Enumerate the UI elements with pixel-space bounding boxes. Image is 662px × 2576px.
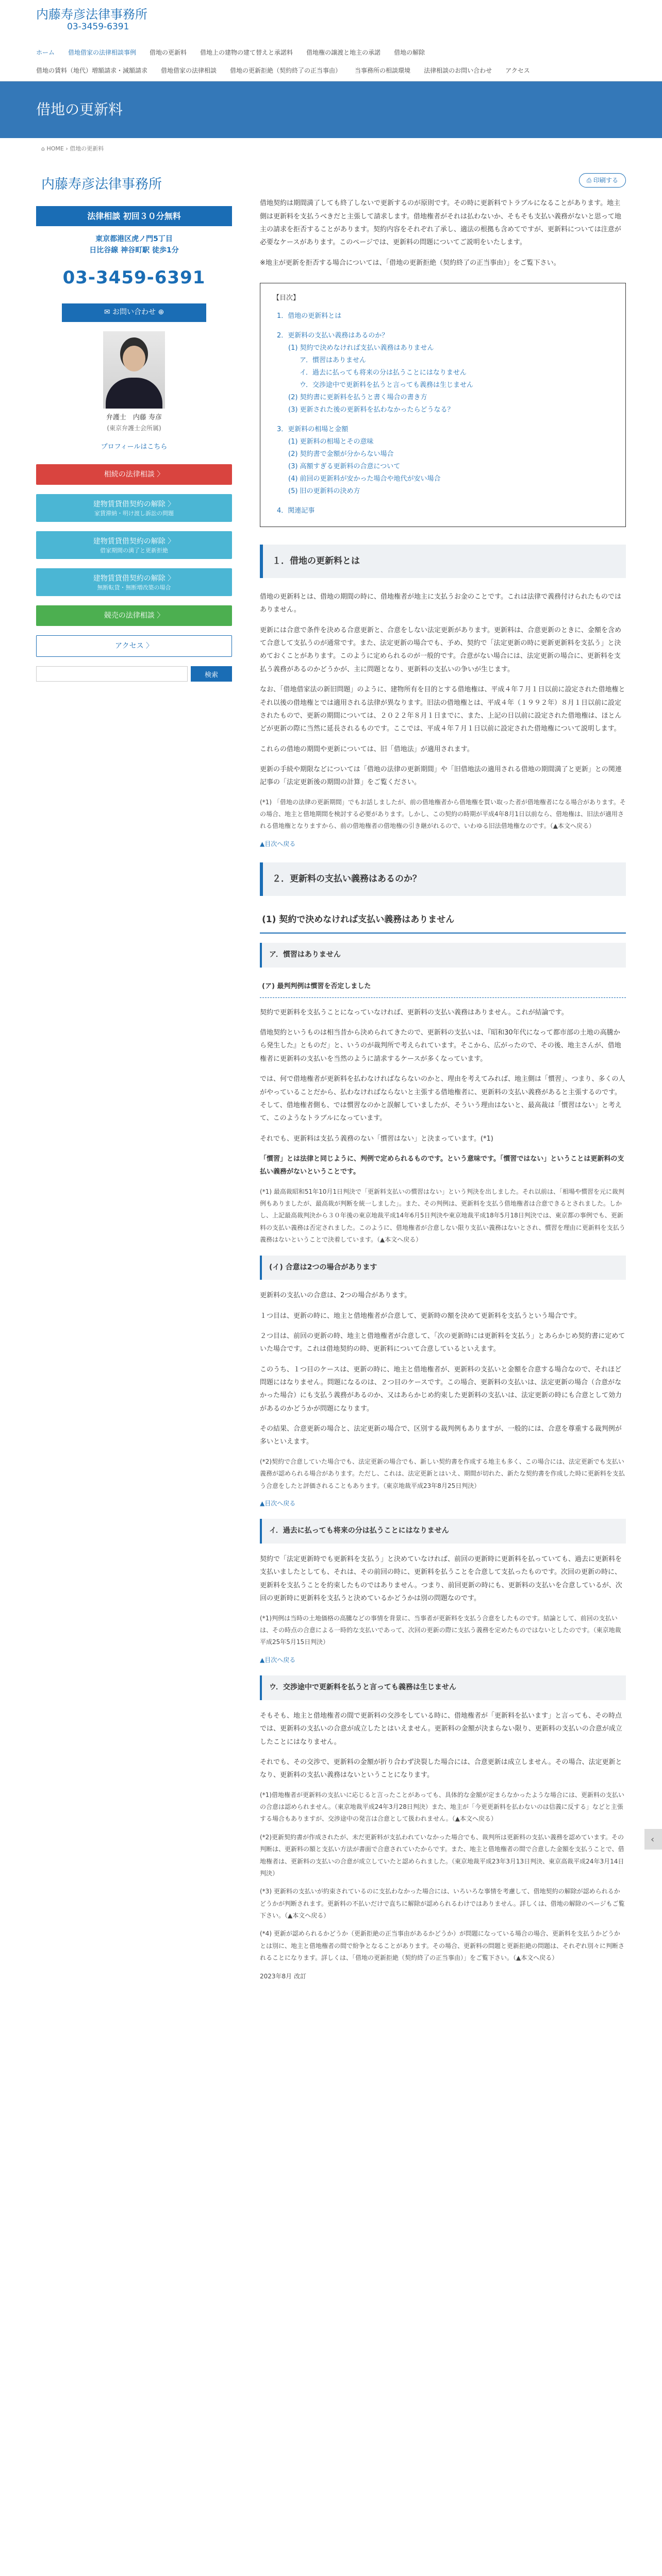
toc-spacer <box>273 323 613 330</box>
toc-item[interactable]: (1) 契約で決めなければ支払い義務はありません <box>288 344 434 352</box>
footnote: (*2)契約で合意していた場合でも、法定更新の場合でも、新しい契約書を作成する地主も多く、この場合には、法定更新でも支払い義務が認められる場合があります。ただし、これは、法定更新とはいえ、期間が切れた、新たな契約書を作成した時に更新料を支払う合意をしたと評価されることもあります。（東京地裁平成23年8月25日判決） <box>260 1458 625 1489</box>
toc-item[interactable]: (2) 契約書に更新料を払うと書く場合の書き方 <box>288 394 427 402</box>
nav-item[interactable]: 借地借家の法律相談 <box>161 67 217 75</box>
breadcrumb <box>0 138 662 160</box>
section-heading-1: １．借地の更新料とは <box>260 545 626 578</box>
contact-mail-button[interactable]: ✉ お問い合わせ ⊕ <box>62 303 206 322</box>
section-heading-2: ２．更新料の支払い義務はあるのか？ <box>260 862 626 896</box>
paragraph: これらの借地の期間や更新については、旧「借地法」が適用されます。 <box>260 745 474 753</box>
paragraph: そもそも、地主と借地権者の間で更新料の交渉をしている時に、借地権者が「更新料を払います」と言っても、その時点では、更新料の支払いの合意が成立したとはいえません。更新料の金額が決まらない限り、更新料の支払いの合意が成立したことにはなりません。 <box>260 1711 622 1746</box>
toc-spacer <box>273 498 613 505</box>
button-sublabel: 家賃滞納・明け渡し訴訟の問題 <box>94 510 174 517</box>
toc-item[interactable]: (3) 更新された後の更新料を払わなかったらどうなる？ <box>288 406 454 414</box>
global-nav-row2 <box>0 61 662 81</box>
footnote: (*1)判例は当時の土地価格の高騰などの事情を背景に、当事者が更新料を支払う合意をしたものです。結論として、前回の支払いは、その時点の合意による一時的な支払いであって、次回の更新の際に支払う義務を定めたものではないとしたのです。（東京地裁平成25年5月15日判決） <box>260 1614 621 1646</box>
sidebar <box>36 160 232 1989</box>
site-logo[interactable]: 内藤寿彦法律事務所 <box>36 7 147 22</box>
subsubsection-heading: ア．慣習はありません <box>260 943 626 968</box>
intro-paragraph: 借地契約は期間満了しても終了しないで更新するのが原則です。その時に更新料でトラブルになることがあります。地主側は更新料を支払うべきだと主張して請求します。借地権者がそれは払わないか、そもそも支払い義務がないと思って地主の請求を拒否することがあります。契約内容をそれぞれ了承し、適法の根拠も含めてですが、更新料については注意が必要なケースがあります。このページでは、更新料の問題についてご説明をいたします。 <box>260 199 621 247</box>
paragraph: 更新には合意で条件を決める合意更新と、合意をしない法定更新があります。更新料は、合意更新のときに、金額を含めて合意して支払うのが通常です。また、法定更新の場合でも、予め、契約で「法定更新の時に更新更新料を支払う」と決めておくことがあります。このように定められるのが一般的です。合意がない場合には、法定更新の場合に、更新料を支払う義務があるのかどうかが、主に問題となり、更新料の支払いの争いが生じます。 <box>260 626 621 673</box>
page-title-band <box>0 81 662 138</box>
paragraph: 更新料の支払いの合意は、2つの場合があります。 <box>260 1292 411 1300</box>
footnote: (*4) 更新が認められるかどうか（更新拒絶の正当事由があるかどうか）が問題になっている場合の場合、更新料を支払うかどうかとは別に、地主と借地権者の間で紛争となることがあります。その場合、更新料の問題と更新拒絶の問題は、それぞれ別々に判断されることになります。詳しくは、「借地の更新拒絶（契約終了の正当事由）」をご覧下さい。（▲本文へ戻る） <box>260 1930 625 1962</box>
footnote: (*1)借地権者が更新料の支払いに応じると言ったことがあっても、具体的な金額が定まらなかったような場合には、更新料の支払いの合意は認められません。（東京地裁平成24年3月28日判決）また、地主が「今更更新料を払わないのは信義に反する」などと主張する場合もありますが、交渉途中の発言は合意として扱われません。（▲本文へ戻る） <box>260 1791 624 1823</box>
button-label: 建物賃貸借契約の解除 〉 <box>93 574 175 583</box>
consult-badge: 法律相談 初回３０分無料 <box>36 206 232 226</box>
print-label: 印刷する <box>593 177 618 184</box>
nav-item[interactable]: 借地の更新拒絶（契約終了の正当事由） <box>230 67 342 75</box>
lawyer-name: 弁護士 内藤 寿彦 <box>106 413 162 421</box>
toc-item[interactable]: 1．借地の更新料とは <box>277 312 342 320</box>
nav-item[interactable]: 法律相談のお問い合わせ <box>424 67 492 75</box>
nav-item[interactable]: 借地の賃料（地代）増額請求・減額請求 <box>36 67 148 75</box>
search-button[interactable]: 検索 <box>191 666 232 682</box>
paragraph: なお、「借地借家法の新旧問題」のように、建物所有を目的とする借地権は、平成４年７月１日以前に設定された借地権とそれ以後の借地権とでは適用される法律が異なります。旧法の借地権とは、平成４年（１９９２年）８月１日以前に設定されたもので、更新の期間については、２０２２年８月１日までに、また、上記の日以前に設定された借地権は、ほとんどが更新の際に当然に延長されるものです。ここでは、平成４年７月１日以前に設定された借地権について説明します。 <box>260 686 625 733</box>
paragraph: では、何で借地権者が更新料を払わなければならないのかと、理由を考えてみれば、地主側は「慣習」、つまり、多くの人がやっていることだから、払わなければならないと主張する借地権者に、更新料の支払い義務があると主張するのです。そして、借地権者側も、では慣習なのかと誤解していましたが、そういう理由はないと、最高裁は「慣習はない」と考えて、このようなトラブルになっています。 <box>260 1075 625 1123</box>
toc-item[interactable]: (1) 更新料の相場とその意味 <box>288 438 374 446</box>
header-tel: 03-3459-6391 <box>67 22 129 32</box>
back-to-toc-link[interactable]: ▲目次へ戻る <box>260 1656 296 1664</box>
paragraph: １つ目は、更新の時に、地主と借地権者が合意して、更新時の額を決めて更新料を支払うという場合です。 <box>260 1312 581 1320</box>
paragraph: 借地契約というものは相当昔から決められてきたので、更新料の支払いは、『昭和30年代になって都市部の土地の高騰から発生した』とものだ」と、いうのが裁判所で考えられています。そこから、広がったので、その後、地主さんが、借地権者に更新料の支払いを当然のように請求するケースが多くなっています。 <box>260 1029 621 1063</box>
address-line: 東京都港区虎ノ門5丁目 <box>95 235 173 244</box>
nav-item[interactable]: 借地権の譲渡と地主の承諾 <box>306 48 381 56</box>
toc-item[interactable]: (4) 前回の更新料が安かった場合や地代が安い場合 <box>288 475 441 483</box>
intro-note: ※地主が更新を拒否する場合については、「借地の更新拒絶（契約終了の正当事由）」をご覧下さい。 <box>260 259 560 267</box>
breadcrumb-separator: › <box>65 145 70 152</box>
toc-item[interactable]: ウ．交渉途中で更新料を払うと言っても義務は生じません <box>300 381 473 389</box>
page-title: 借地の更新料 <box>36 101 123 118</box>
toc-item[interactable]: (2) 契約書で金額が分からない場合 <box>288 450 394 459</box>
toc-item[interactable]: ア．慣習はありません <box>300 357 366 365</box>
nav-item[interactable]: ホーム <box>36 48 55 56</box>
toc-item[interactable]: (3) 高額すぎる更新料の合意について <box>288 463 401 471</box>
global-nav-row1 <box>0 44 662 61</box>
paragraph: 契約で「法定更新時でも更新料を支払う」と決めていなければ、前回の更新時に更新料を払っていても、過去に更新料を支払いましたとしても、それは、その前回の時に、更新料を払うことを合意して支払ったものです。次回の更新の時に、更新料を支払うことを約束したものではありません。つまり、前回更新の時にも、更新料の支払いを合意しているが、次回の更新時に更新料を支払うと決めているかどうかは別の問題なのです。 <box>260 1555 622 1603</box>
main-content <box>260 160 626 1989</box>
button-label: 建物賃貸借契約の解除 〉 <box>93 500 175 509</box>
subsubsection-heading: イ．過去に払っても将来の分は払うことにはなりません <box>260 1519 626 1544</box>
button-sublabel: 無断転貸・無断増改築の場合 <box>97 584 171 591</box>
breadcrumb-home[interactable]: HOME <box>46 145 64 152</box>
nav-item[interactable]: 借地借家の法律相談事例 <box>68 48 137 56</box>
inheritance-consult-button[interactable]: 相続の法律相談 〉 <box>36 464 232 485</box>
access-button[interactable]: アクセス 〉 <box>36 635 232 657</box>
toc-item[interactable]: 3．更新料の相場と金額 <box>277 426 349 434</box>
site-header <box>0 0 662 44</box>
footnote: (*3) 更新料の支払いが約束されているのに支払わなかった場合には、いろいろな事情を考慮して、借地契約の解除が認められるかどうかが判断されます。更新料の不払いだけで直ちに解除が認められるわけではありません。詳しくは、借地の解除のページもご覧下さい。（▲本文へ戻る） <box>260 1888 625 1920</box>
paragraph: このうち、１つ目のケースは、更新の時に、地主と借地権者が、更新料の支払いと金額を合意する場合なので、それほど問題にはなりません。問題になるのは、２つ目のケースです。この場合、更新料の支払いは、法定更新の場合（合意がなかった場合）にも支払う義務があるのか、又はあらかじめ約束した更新料の支払いは、法定更新の時にも合意として効力があるのかどうかが問題になります。 <box>260 1365 622 1413</box>
subsubsection-heading: ウ．交渉途中で更新料を払うと言っても義務は生じません <box>260 1675 626 1700</box>
paragraph: それでも、その交渉で、更新料の金額が折り合わず決裂した場合には、合意更新は成立しません。その場合、法定更新となり、更新料の支払い義務はないということになります。 <box>260 1758 622 1780</box>
lease-termination-button-2[interactable] <box>36 531 232 559</box>
footnote: (*1) 「借地の法律の更新期間」でもお話しましたが、前の借地権者から借地権を買い取った者が借地権者になる場合があります。その場合、地主と借地期間を検討する必要があります。しかし、この契約の時期が平成4年8月1日以前なら、借地権は、旧法が適用される借地権となりますから、前の借地権者の借地権の引き継がれるので、いわゆる旧法借地権なのです。（▲本文へ戻る） <box>260 798 626 830</box>
nav-item[interactable]: 借地の解除 <box>394 48 425 56</box>
sidebar-office-name: 内藤寿彦法律事務所 <box>41 177 162 192</box>
auction-consult-button[interactable]: 競売の法律相談 〉 <box>36 605 232 626</box>
paragraph: その結果、合意更新の場合と、法定更新の場合で、区別する裁判例もありますが、一般的には、合意を尊重する裁判例が多いといえます。 <box>260 1425 622 1446</box>
profile-link[interactable]: プロフィールはこちら <box>101 443 168 451</box>
access-line: 日比谷線 神谷町駅 徒歩1分 <box>89 246 179 255</box>
nav-item[interactable]: 借地の更新料 <box>150 48 187 56</box>
home-icon: ⌂ <box>41 145 47 152</box>
printer-icon: ⎙ <box>586 177 593 184</box>
paragraph: ２つ目は、前回の更新の時、地主と借地権者が合意して、「次の更新時には更新料を支払う」とあらかじめ契約書に定めていた場合です。これは借地契約の時、更新料について合意しているといえます。 <box>260 1332 625 1353</box>
paragraph: 「慣習」とは法律と同じように、判例で定められるものです。という意味です。「慣習ではない」ということは更新料の支払い義務がないということです。 <box>260 1155 624 1176</box>
lease-termination-button-3[interactable] <box>36 568 232 596</box>
nav-item[interactable]: 借地上の建物の建て替えと承諾料 <box>200 48 293 56</box>
toc-title: 【目次】 <box>273 294 300 302</box>
paragraph: 契約で更新料を支払うことになっていなければ、更新料の支払い義務はありません。これが結論です。 <box>260 1008 568 1016</box>
revision-date: 2023年8月 改訂 <box>260 1972 306 1980</box>
nav-item[interactable]: 当事務所の相談環境 <box>355 67 411 75</box>
button-sublabel: 借家期間の満了と更新拒絶 <box>100 547 168 554</box>
page-scroll-tab[interactable] <box>644 1829 662 1850</box>
back-to-toc-link[interactable]: ▲目次へ戻る <box>260 840 296 848</box>
paragraph: 借地の更新料とは、借地の期間の時に、借地権者が地主に支払うお金のことです。これは法律で義務付けられたものではありません。 <box>260 593 621 614</box>
subsection-heading: (1) 契約で決めなければ支払い義務はありません <box>260 908 626 934</box>
breadcrumb-current: 借地の更新料 <box>70 145 104 152</box>
paragraph: 更新の手続や期限などについては「借地の法律の更新期間」や「旧借地法の適用される借地の期間満了と更新」との関連記事の「法定更新後の期間の計算」をご覧ください。 <box>260 765 622 787</box>
lawyer-photo <box>103 331 165 409</box>
lawyer-affiliation: (東京弁護士会所属) <box>107 424 161 432</box>
paragraph: それでも、更新料は支払う義務のない「慣習はない」と決まっています。(*1) <box>260 1134 493 1143</box>
toc-item[interactable]: イ．過去に払っても将来の分は払うことにはなりません <box>300 369 467 377</box>
back-to-toc-link[interactable]: ▲目次へ戻る <box>260 1499 296 1507</box>
toc-item[interactable]: (5) 旧の更新料の決め方 <box>288 487 360 496</box>
site-search <box>36 666 232 682</box>
footnote: (*1) 最高裁昭和51年10月1日判決で「更新料支払いの慣習はない」という判決を出しました。それ以前は、「相場や慣習を元に裁判例もありましたが、最高裁が判断を統一しました」。また、その判例は、更新料を支払う借地権者は合意できるとされました。しかし、上記最高裁判決から３０年後の東京地裁平成14年6月5日判決や東京地裁平成18年5月18日判決では、東京都の事例でも、更新料の支払い義務は否定されました。このように、借地権者が合意しない限り支払い義務はないとされ、慣習を理由に更新料を支払う義務はないということで決着しています。（▲本文へ戻る） <box>260 1188 625 1244</box>
lease-termination-button-1[interactable] <box>36 494 232 522</box>
nav-item[interactable]: アクセス <box>505 67 530 75</box>
button-label: 建物賃貸借契約の解除 〉 <box>93 537 175 546</box>
footnote: (*2)更新契約書が作成されたが、未だ更新料が支払われていなかった場合でも、裁判所は更新料の支払い義務を認めています。その判断は、更新料の額と支払い方法が書面で合意されていたからです。また、地主と借地権者の間で合意した金額を支払うことで、借地権者は、更新料の支払いの合意が成立していたと認められました。（東京地裁平成23年3月13日判決、東京高裁平成24年3月14日判決） <box>260 1833 624 1877</box>
sidebar-tel[interactable]: 03-3459-6391 <box>62 267 206 289</box>
toc-spacer <box>273 416 613 423</box>
toc-item[interactable]: 4．関連記事 <box>277 507 315 515</box>
subsubsection-heading: (イ) 合意は2つの場合があります <box>260 1256 626 1280</box>
toc-item[interactable]: 2．更新料の支払い義務はあるのか？ <box>277 332 389 340</box>
search-input[interactable] <box>36 666 188 682</box>
minor-heading: (ア) 最判判例は慣習を否定しました <box>260 977 626 998</box>
table-of-contents <box>260 283 626 527</box>
print-button[interactable] <box>579 173 626 188</box>
